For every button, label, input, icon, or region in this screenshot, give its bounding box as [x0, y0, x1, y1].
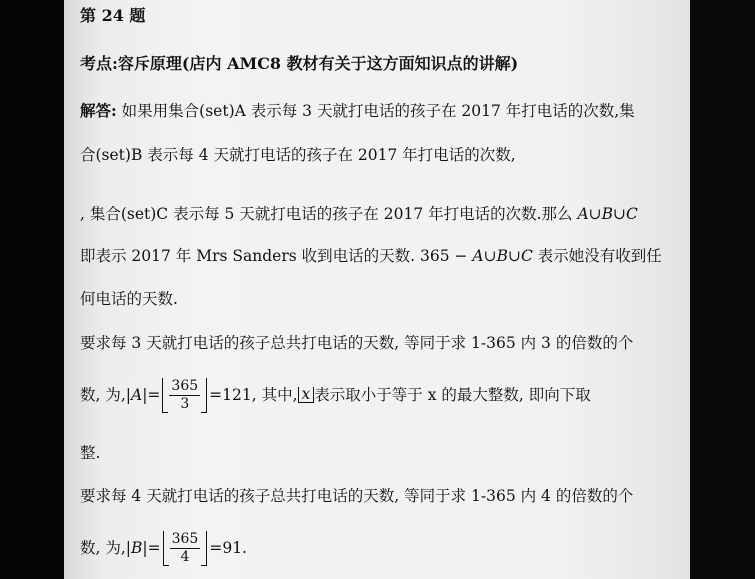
denominator: 3 [180, 395, 190, 412]
answer-text-10a: 数, 为, [80, 539, 126, 557]
answer-text-4a: 即表示 2017 年 Mrs Sanders 收到电话的天数. 365 − [80, 247, 473, 265]
fraction-365-over-3 [168, 378, 201, 413]
floor-right [201, 378, 207, 413]
topic-line [80, 54, 518, 74]
answer-text-7a: 数, 为, [80, 386, 126, 404]
floor-bracket-a [162, 378, 207, 413]
answer-line-9: 要求每 4 天就打电话的孩子总共打电话的天数, 等同于求 1-365 内 4 的倍数的个 [80, 487, 634, 505]
document-page [64, 0, 690, 579]
scan-left-edge [0, 0, 64, 579]
topic-label: 考点: [80, 54, 118, 73]
answer-line-5: 何电话的天数. [80, 290, 178, 308]
answer-line-7 [80, 375, 591, 415]
floor-right [201, 531, 207, 566]
answer-text-4b: 表示她没有收到任 [532, 247, 662, 265]
set-b-cardinality: |B|= [125, 539, 161, 557]
denominator: 4 [180, 548, 190, 565]
answer-line-2: 合(set)B 表示每 4 天就打电话的孩子在 2017 年打电话的次数, [80, 146, 516, 164]
set-a-cardinality: |A|= [125, 386, 161, 404]
answer-text-7b: 表示取小于等于 x 的最大整数, 即向下取 [314, 386, 591, 404]
result-b: =91. [209, 539, 247, 557]
union-expression: A∪B∪C [577, 205, 638, 223]
floor-bracket-b [163, 531, 208, 566]
topic-text: 容斥原理(店内 AMC8 教材有关于这方面知识点的讲解) [117, 54, 519, 73]
numerator: 365 [171, 530, 199, 547]
answer-line-4 [80, 246, 662, 266]
floor-x-symbol: x [298, 387, 315, 403]
answer-text-3: , 集合(set)C 表示每 5 天就打电话的孩子在 2017 年打电话的次数.那么 [80, 205, 578, 223]
answer-line-8: 整. [80, 444, 101, 462]
problem-title: 第 24 题 [80, 6, 146, 25]
union-expression-2: A∪B∪C [472, 247, 533, 265]
scan-right-edge [690, 0, 755, 579]
answer-text-1: 如果用集合(set)A 表示每 3 天就打电话的孩子在 2017 年打电话的次数,集 [121, 102, 635, 120]
answer-label: 解答: [80, 101, 117, 120]
answer-line-3 [80, 204, 638, 224]
fraction-365-over-4 [169, 531, 202, 566]
answer-line-1 [80, 101, 635, 121]
numerator: 365 [171, 377, 199, 394]
result-a: =121, 其中, [209, 386, 298, 404]
answer-line-6: 要求每 3 天就打电话的孩子总共打电话的天数, 等同于求 1-365 内 3 的倍数的个 [80, 334, 634, 352]
answer-line-10 [80, 528, 247, 568]
